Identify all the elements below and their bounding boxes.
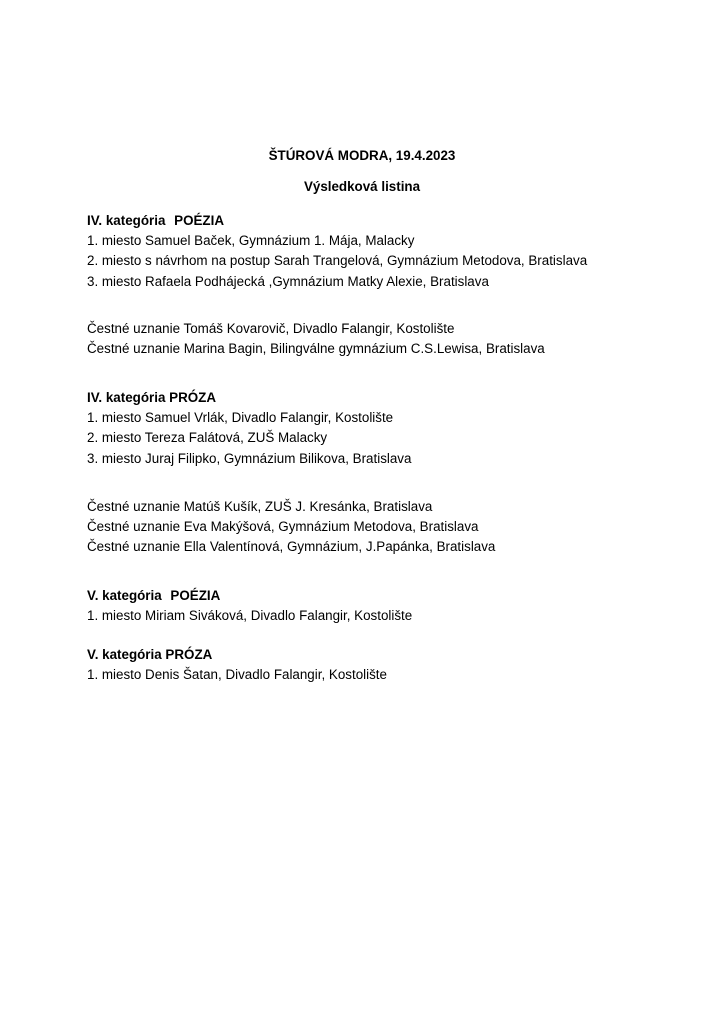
section-heading-genre: POÉZIA: [170, 588, 221, 603]
section-heading: [87, 645, 707, 665]
section-v-poezia: [87, 586, 707, 626]
honorable-mention-line: Čestné uznanie Tomáš Kovarovič, Divadlo Falangir, Kostolište: [87, 321, 455, 336]
section-heading-genre: PRÓZA: [165, 647, 213, 662]
honorable-mentions-iv-poezia: [87, 319, 707, 359]
document-subtitle: Výsledková listina: [303, 179, 421, 194]
result-line: 1. miesto Samuel Vrlák, Divadlo Falangir, Kostolište: [87, 410, 394, 426]
result-line: 1. miesto Denis Šatan, Divadlo Falangir, Kostolište: [87, 667, 387, 683]
document-title: ŠTÚROVÁ MODRA, 19.4.2023: [268, 148, 456, 163]
section-heading-category: IV. kategória: [87, 213, 166, 228]
result-line: 1. miesto Samuel Baček, Gymnázium 1. Mája, Malacky: [87, 233, 415, 249]
section-heading-category: V. kategória: [87, 588, 162, 603]
honorable-mention-line: Čestné uznanie Eva Makýšová, Gymnázium Metodova, Bratislava: [87, 519, 479, 535]
result-line: 3. miesto Juraj Filipko, Gymnázium Bilikova, Bratislava: [87, 450, 412, 466]
honorable-mention-line: Čestné uznanie Matúš Kušík, ZUŠ J. Kresánka, Bratislava: [87, 499, 433, 514]
result-line: 1. miesto Miriam Siváková, Divadlo Falangir, Kostolište: [87, 608, 413, 624]
section-heading-category: IV. kategória: [87, 390, 166, 405]
section-heading: [87, 211, 707, 231]
section-v-proza: [87, 645, 707, 685]
section-iv-proza: [87, 388, 707, 469]
honorable-mention-line: Čestné uznanie Marina Bagin, Bilingválne gymnázium C.S.Lewisa, Bratislava: [87, 341, 545, 357]
section-iv-poezia: [87, 211, 707, 292]
result-line: 3. miesto Rafaela Podhájecká ,Gymnázium Matky Alexie, Bratislava: [87, 273, 489, 289]
honorable-mentions-iv-proza: [87, 497, 707, 558]
result-line: 2. miesto s návrhom na postup Sarah Trangelová, Gymnázium Metodova, Bratislava: [87, 253, 588, 269]
section-heading-genre: PRÓZA: [169, 390, 217, 405]
result-line: 2. miesto Tereza Falátová, ZUŠ Malacky: [87, 430, 328, 446]
section-heading-genre: POÉZIA: [174, 213, 224, 228]
section-heading: [87, 388, 707, 408]
section-heading: [87, 586, 707, 606]
honorable-mention-line: Čestné uznanie Ella Valentínová, Gymnázium, J.Papánka, Bratislava: [87, 539, 496, 555]
section-heading-category: V. kategória: [87, 647, 162, 662]
